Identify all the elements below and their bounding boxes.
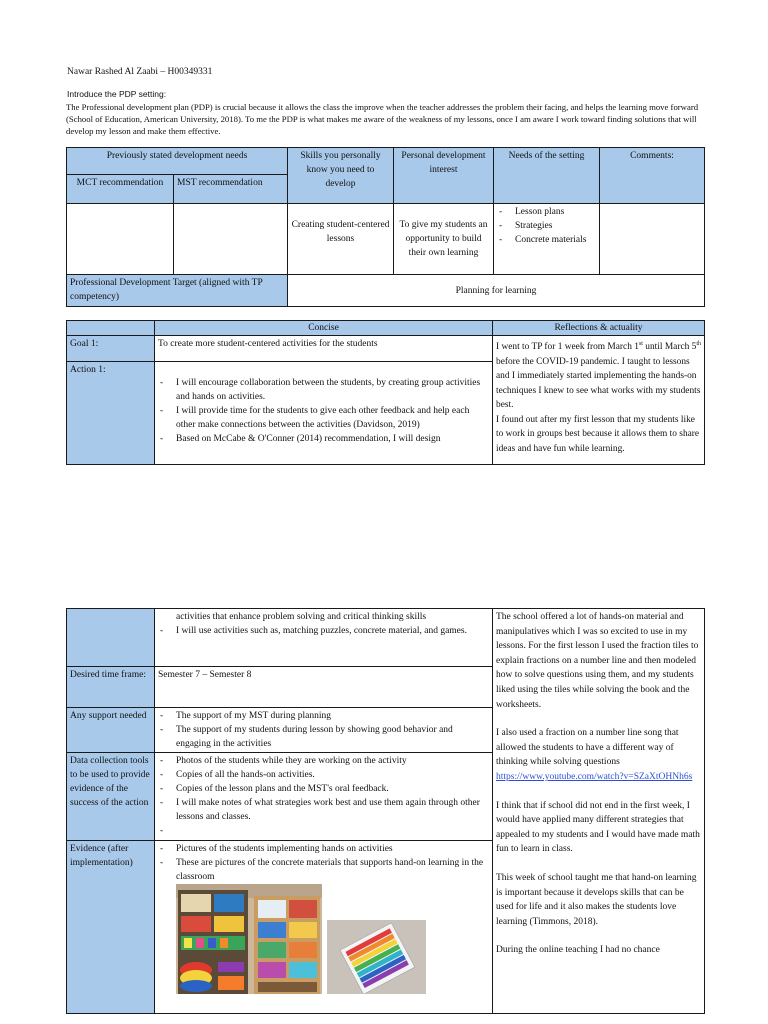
list-item: - I will provide time for the students to give each other feedback and help each other make connections between the activities (Davidson, 2019) bbox=[158, 404, 489, 432]
prev-needs-header: Previously stated development needs bbox=[67, 148, 288, 175]
data-collection-label: Data collection tools to be used to provide evidence of the success of the action bbox=[67, 753, 155, 841]
reflection-cell: The school offered a lot of hands-on material and manipulatives which I was so excited to use in my lessons. For the first lesson I used the fraction tiles to explain fractions on a number line and then modeled how to solve questions using them, and my students liked using the tiles while solving the book and the worksheets. I also used a fraction on a number line song that allowed the students to have a different way of thinking while solving questions https://www.youtube.com/watch?v=SZaXtOHNh6s I think that if school did not end in the first week, I would have applied many different strategies that appealed to my students and I would have made math fun to learn in class. This week of school taught me that hand-on learning is important because it develops skills that can be used for life and it also makes the students love learning (Timmons, 2018). During the online teaching I had no chance bbox=[493, 609, 705, 1014]
mct-header: MCT recommendation bbox=[67, 175, 174, 204]
list-item: - Strategies bbox=[497, 219, 596, 233]
goal-action-table bbox=[66, 320, 705, 465]
concise-header: Concise bbox=[155, 321, 493, 336]
setting-needs-header: Needs of the setting bbox=[494, 148, 600, 204]
mst-cell bbox=[174, 204, 288, 275]
goal-label: Goal 1: bbox=[67, 336, 155, 362]
list-item: - These are pictures of the concrete materials that supports hand-on learning in the classroom bbox=[158, 856, 489, 884]
support-cell bbox=[155, 708, 493, 753]
time-frame-value: Semester 7 – Semester 8 bbox=[155, 667, 493, 708]
mct-cell bbox=[67, 204, 174, 275]
personal-interest-header: Personal development interest bbox=[394, 148, 494, 204]
evidence-label: Evidence (after implementation) bbox=[67, 841, 155, 1014]
author-line: Nawar Rashed Al Zaabi – H00349331 bbox=[67, 67, 213, 77]
time-frame-label: Desired time frame: bbox=[67, 667, 155, 708]
list-item: - Lesson plans bbox=[497, 205, 596, 219]
list-item: - Concrete materials bbox=[497, 233, 596, 247]
list-item: - The support of my MST during planning bbox=[158, 709, 489, 723]
skills-cell: Creating student-centered lessons bbox=[288, 204, 394, 275]
goal-value: To create more student-centered activities for the students bbox=[155, 336, 493, 362]
comments-header: Comments: bbox=[600, 148, 705, 204]
target-label: Professional Development Target (aligned with TP competency) bbox=[67, 275, 288, 307]
list-item bbox=[158, 824, 489, 838]
pdp-needs-table bbox=[66, 147, 705, 307]
mst-header: MST recommendation bbox=[174, 175, 288, 204]
label-header bbox=[67, 321, 155, 336]
reflections-header: Reflections & actuality bbox=[493, 321, 705, 336]
list-item: - I will use activities such as, matching puzzles, concrete material, and games. bbox=[158, 624, 489, 638]
intro-heading: Introduce the PDP setting: bbox=[67, 89, 167, 99]
list-item: - I will encourage collaboration between the students, by creating group activities and hands on activities. bbox=[158, 376, 489, 404]
personal-interest-cell: To give my students an opportunity to build their own learning bbox=[394, 204, 494, 275]
list-item: - Copies of all the hands-on activities. bbox=[158, 768, 489, 782]
reflection-cell: I went to TP for 1 week from March 1st until March 5th before the COVID-19 pandemic. I taught to lessons and I immediately started implementing the hands-on techniques I knew to see what works with my students best. I found out after my first lesson that my students like to work in groups best because it allows them to share ideas and have fun while learning. bbox=[493, 336, 705, 465]
skills-header: Skills you personally know you need to develop bbox=[288, 148, 394, 204]
youtube-link[interactable]: https://www.youtube.com/watch?v=SZaXtOHNh6s bbox=[496, 771, 693, 782]
intro-paragraph: The Professional development plan (PDP) is crucial because it allows the class the improve when the teacher addresses the problem their facing, and helps the learning move forward (School of Education, American University, 2018). To me the PDP is what makes me aware of the weakness of my lessons, once I am aware I work toward finding solutions that will develop my lesson and make them effective. bbox=[66, 102, 699, 136]
support-label: Any support needed bbox=[67, 708, 155, 753]
setting-needs-cell bbox=[494, 204, 600, 275]
action-cell bbox=[155, 362, 493, 465]
fraction-tiles-photo bbox=[327, 920, 426, 994]
list-item: - Based on McCabe & O'Conner (2014) recommendation, I will design bbox=[158, 432, 489, 446]
action-label: Action 1: bbox=[67, 362, 155, 465]
classroom-shelves-photo bbox=[176, 884, 322, 994]
list-item: - I will make notes of what strategies work best and use them again through other lessons and classes. bbox=[158, 796, 489, 824]
list-item: - Photos of the students while they are working on the activity bbox=[158, 754, 489, 768]
list-item: - The support of my students during lesson by showing good behavior and engaging in the activities bbox=[158, 723, 489, 751]
target-value: Planning for learning bbox=[288, 275, 705, 307]
data-collection-cell bbox=[155, 753, 493, 841]
list-item: - Pictures of the students implementing hands on activities bbox=[158, 842, 489, 856]
action-cont-cell: activities that enhance problem solving and critical thinking skills - I will use activities such as, matching puzzles, concrete material, and games. bbox=[155, 609, 493, 667]
list-item: - Copies of the lesson plans and the MST's oral feedback. bbox=[158, 782, 489, 796]
comments-cell bbox=[600, 204, 705, 275]
action-cont-label bbox=[67, 609, 155, 667]
